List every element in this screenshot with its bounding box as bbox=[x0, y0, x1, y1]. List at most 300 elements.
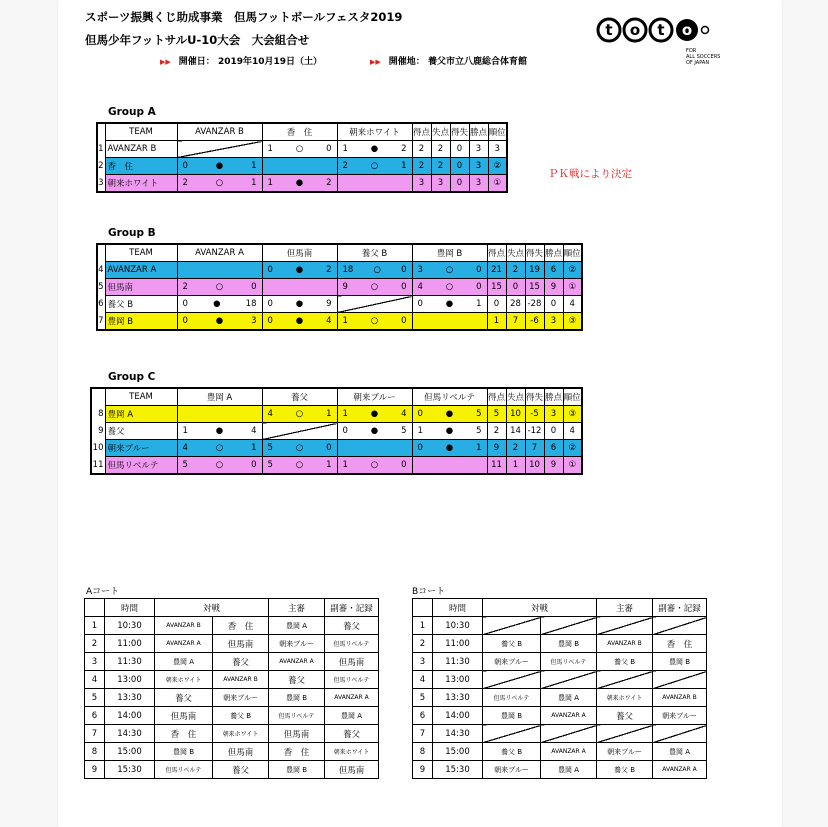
schedule-row bbox=[413, 707, 707, 725]
result-mark: ○ bbox=[215, 460, 224, 470]
goals-against: 3 bbox=[251, 316, 257, 326]
match-result bbox=[177, 423, 262, 440]
self-match-cell bbox=[262, 423, 337, 440]
result-mark: ● bbox=[213, 299, 221, 309]
court-b-table bbox=[412, 598, 707, 779]
goals-against: 1 bbox=[326, 409, 332, 419]
match-result bbox=[262, 457, 337, 475]
stat-value: 2 bbox=[431, 141, 450, 158]
match-result bbox=[337, 141, 412, 158]
stat-header: 得失 bbox=[525, 388, 544, 406]
result-mark: ○ bbox=[370, 282, 379, 292]
result-mark: ● bbox=[295, 299, 304, 309]
match-time: 13:00 bbox=[105, 671, 155, 689]
team-header: TEAM bbox=[105, 244, 177, 262]
self-match-cell bbox=[337, 175, 412, 193]
blank-cell bbox=[97, 244, 105, 262]
logo-letter: o bbox=[681, 21, 693, 39]
away-team: 養父 B bbox=[213, 707, 269, 725]
score-line bbox=[338, 161, 412, 171]
goals-against: 18 bbox=[245, 299, 257, 309]
opponent-header: 朝来ホワイト bbox=[337, 123, 412, 141]
score-line bbox=[178, 460, 262, 470]
match-result bbox=[337, 313, 412, 331]
home-team: 香 住 bbox=[155, 725, 213, 743]
empty-slot bbox=[653, 671, 707, 689]
self-match-cell bbox=[412, 313, 487, 331]
match-result bbox=[412, 262, 487, 279]
match-result bbox=[337, 158, 412, 175]
team-name: 但馬南 bbox=[105, 279, 177, 296]
goals-against: 0 bbox=[401, 265, 407, 275]
goals-for: 3 bbox=[417, 265, 423, 275]
goals-for: 0 bbox=[182, 316, 188, 326]
match-time: 13:00 bbox=[433, 671, 483, 689]
result-mark: ● bbox=[445, 299, 454, 309]
score-line bbox=[338, 144, 412, 154]
referee-team: AVANZAR A bbox=[269, 653, 325, 671]
stat-value: 15 bbox=[487, 279, 506, 296]
team-name: 香 住 bbox=[105, 158, 177, 175]
referee-team: 但馬リベルテ bbox=[269, 707, 325, 725]
event-venue bbox=[370, 54, 527, 67]
assist-team: AVANZAR A bbox=[325, 689, 379, 707]
result-mark: ○ bbox=[370, 316, 379, 326]
score-line bbox=[178, 316, 262, 326]
goals-for: 1 bbox=[342, 460, 348, 470]
court-header-row bbox=[85, 599, 379, 617]
group-header-row bbox=[97, 244, 582, 262]
referee-team: 養父 B bbox=[597, 653, 653, 671]
away-team: 但馬南 bbox=[213, 635, 269, 653]
team-name: 豊岡 A bbox=[105, 406, 177, 423]
blank-cell bbox=[413, 599, 433, 617]
goals-against: 0 bbox=[326, 443, 332, 453]
stat-value: 0 bbox=[450, 158, 469, 175]
goals-against: 5 bbox=[476, 409, 482, 419]
stat-value: 28 bbox=[506, 296, 525, 313]
match-result bbox=[262, 406, 337, 423]
match-number: 2 bbox=[413, 635, 433, 653]
goals-for: 0 bbox=[267, 299, 273, 309]
goals-for: 0 bbox=[267, 265, 273, 275]
logo-letter: t bbox=[605, 21, 613, 39]
arrow-icon: ▶▶ bbox=[160, 58, 171, 66]
stat-header: 失点 bbox=[431, 123, 450, 141]
opponent-header: 豊岡 A bbox=[177, 388, 262, 406]
empty-slot bbox=[653, 725, 707, 743]
team-number: 2 bbox=[97, 158, 105, 175]
opponent-header: 但馬リベルテ bbox=[412, 388, 487, 406]
goals-against: 1 bbox=[251, 443, 257, 453]
away-team: 但馬南 bbox=[213, 743, 269, 761]
score-line bbox=[178, 161, 262, 171]
team-header: TEAM bbox=[105, 123, 177, 141]
schedule-row bbox=[85, 653, 379, 671]
stat-value: 19 bbox=[525, 262, 544, 279]
assist-team: 豊岡 B bbox=[653, 653, 707, 671]
goals-against: 0 bbox=[476, 282, 482, 292]
match-result bbox=[412, 423, 487, 440]
team-row bbox=[97, 175, 507, 193]
opponent-header: 但馬南 bbox=[262, 244, 337, 262]
goals-for: 4 bbox=[417, 282, 423, 292]
goals-for: 0 bbox=[342, 426, 348, 436]
home-team: 但馬リベルテ bbox=[483, 689, 541, 707]
assist-team: 豊岡 A bbox=[325, 707, 379, 725]
team-header: TEAM bbox=[105, 388, 177, 406]
match-result bbox=[177, 296, 262, 313]
event-date bbox=[160, 54, 322, 67]
self-match-cell bbox=[262, 279, 337, 296]
assist-team: 朝来ブルー bbox=[653, 707, 707, 725]
stat-value: 11 bbox=[487, 457, 506, 475]
stat-value: 0 bbox=[450, 141, 469, 158]
match-result bbox=[177, 457, 262, 475]
team-name: 朝来ホワイト bbox=[105, 175, 177, 193]
goals-for: 1 bbox=[342, 316, 348, 326]
match-number: 2 bbox=[85, 635, 105, 653]
match-time: 14:30 bbox=[105, 725, 155, 743]
goals-for: 2 bbox=[182, 178, 188, 188]
team-number: 5 bbox=[97, 279, 105, 296]
stat-value: ③ bbox=[563, 406, 582, 423]
schedule-row bbox=[85, 707, 379, 725]
team-name: AVANZAR A bbox=[105, 262, 177, 279]
arrow-icon: ▶▶ bbox=[370, 58, 381, 66]
match-header: 対戦 bbox=[155, 599, 269, 617]
team-number: 3 bbox=[97, 175, 105, 193]
referee-team: AVANZAR B bbox=[597, 635, 653, 653]
assist-team: 但馬南 bbox=[325, 653, 379, 671]
goals-against: 0 bbox=[401, 282, 407, 292]
stat-value: -6 bbox=[525, 313, 544, 331]
empty-slot bbox=[597, 725, 653, 743]
result-mark: ● bbox=[445, 443, 454, 453]
result-mark: ○ bbox=[215, 443, 224, 453]
team-number: 7 bbox=[97, 313, 105, 331]
stat-value: 0 bbox=[487, 296, 506, 313]
court-a-title: Aコート bbox=[86, 587, 120, 597]
group-b-title: Group B bbox=[108, 227, 156, 239]
goals-against: 4 bbox=[401, 409, 407, 419]
stat-value: 2 bbox=[412, 141, 431, 158]
schedule-row bbox=[85, 617, 379, 635]
result-mark: ● bbox=[295, 316, 304, 326]
stat-header: 順位 bbox=[563, 244, 582, 262]
goals-against: 0 bbox=[401, 460, 407, 470]
time-header: 時間 bbox=[105, 599, 155, 617]
referee-team: 但馬南 bbox=[269, 725, 325, 743]
match-time: 14:00 bbox=[105, 707, 155, 725]
goals-against: 0 bbox=[401, 316, 407, 326]
score-line bbox=[178, 299, 262, 309]
team-row bbox=[91, 406, 582, 423]
match-number: 5 bbox=[85, 689, 105, 707]
match-result bbox=[337, 423, 412, 440]
stat-value: 3 bbox=[544, 406, 563, 423]
document-title: スポーツ振興くじ助成事業 但馬フットボールフェスタ2019 bbox=[85, 10, 403, 24]
stat-value: 1 bbox=[487, 313, 506, 331]
stat-header: 勝点 bbox=[469, 123, 488, 141]
match-result bbox=[412, 440, 487, 457]
group-header-row bbox=[97, 123, 507, 141]
empty-slot bbox=[483, 671, 541, 689]
referee-team: 養父 bbox=[269, 671, 325, 689]
stat-value: 9 bbox=[544, 279, 563, 296]
goals-for: 0 bbox=[417, 443, 423, 453]
goals-against: 1 bbox=[401, 161, 407, 171]
match-time: 14:30 bbox=[433, 725, 483, 743]
stat-value: 2 bbox=[431, 158, 450, 175]
stat-header: 得点 bbox=[487, 388, 506, 406]
match-result bbox=[177, 313, 262, 331]
match-result bbox=[412, 406, 487, 423]
result-mark: ○ bbox=[215, 282, 224, 292]
assist-team: 但馬南 bbox=[325, 761, 379, 779]
match-time: 11:00 bbox=[433, 635, 483, 653]
match-number: 5 bbox=[413, 689, 433, 707]
referee-team: 朝来ホワイト bbox=[597, 689, 653, 707]
result-mark: ● bbox=[295, 265, 304, 275]
empty-slot bbox=[483, 617, 541, 635]
home-team: 但馬南 bbox=[155, 707, 213, 725]
empty-slot bbox=[597, 671, 653, 689]
assist-team: 養父 bbox=[325, 617, 379, 635]
result-mark: ● bbox=[445, 426, 454, 436]
schedule-row bbox=[85, 671, 379, 689]
stat-header: 得失 bbox=[525, 244, 544, 262]
home-team: 但馬リベルテ bbox=[155, 761, 213, 779]
schedule-row bbox=[413, 617, 707, 635]
away-team: 豊岡 B bbox=[541, 635, 597, 653]
group-b-table bbox=[96, 243, 583, 331]
stat-header: 得点 bbox=[412, 123, 431, 141]
away-team: AVANZAR B bbox=[213, 671, 269, 689]
goals-against: 2 bbox=[401, 144, 407, 154]
referee-team: 朝来ブルー bbox=[269, 635, 325, 653]
stat-value: ① bbox=[563, 457, 582, 475]
goals-for: 5 bbox=[182, 460, 188, 470]
score-line bbox=[413, 443, 487, 453]
away-team: 香 住 bbox=[213, 617, 269, 635]
stat-value: 3 bbox=[488, 141, 507, 158]
match-number: 1 bbox=[85, 617, 105, 635]
team-name: AVANZAR B bbox=[105, 141, 177, 158]
result-mark: ● bbox=[370, 144, 379, 154]
team-number: 4 bbox=[97, 262, 105, 279]
result-mark: ○ bbox=[215, 178, 224, 188]
schedule-row bbox=[413, 635, 707, 653]
match-result bbox=[262, 440, 337, 457]
schedule-row bbox=[85, 761, 379, 779]
goals-against: 2 bbox=[326, 178, 332, 188]
goals-for: 0 bbox=[417, 409, 423, 419]
assist-team: 但馬リベルテ bbox=[325, 635, 379, 653]
match-time: 14:00 bbox=[433, 707, 483, 725]
match-time: 11:30 bbox=[105, 653, 155, 671]
schedule-row bbox=[413, 761, 707, 779]
match-result bbox=[337, 457, 412, 475]
score-line bbox=[178, 178, 262, 188]
document-subtitle: 但馬少年フットサルU-10大会 大会組合せ bbox=[85, 33, 310, 47]
match-number: 3 bbox=[85, 653, 105, 671]
stat-value: 21 bbox=[487, 262, 506, 279]
team-row bbox=[97, 279, 582, 296]
group-c-table bbox=[90, 387, 583, 475]
stat-value: 0 bbox=[544, 296, 563, 313]
match-time: 15:30 bbox=[105, 761, 155, 779]
home-team: 朝来ブルー bbox=[483, 761, 541, 779]
goals-against: 0 bbox=[476, 265, 482, 275]
team-number: 9 bbox=[91, 423, 105, 440]
team-name: 朝来ブルー bbox=[105, 440, 177, 457]
team-row bbox=[91, 457, 582, 475]
stat-header: 勝点 bbox=[544, 388, 563, 406]
self-match-cell bbox=[412, 457, 487, 475]
team-name: 養父 B bbox=[105, 296, 177, 313]
score-line bbox=[413, 282, 487, 292]
home-team: 養父 B bbox=[483, 635, 541, 653]
goals-for: 2 bbox=[342, 161, 348, 171]
stat-value: 15 bbox=[525, 279, 544, 296]
stat-value: ③ bbox=[563, 313, 582, 331]
result-mark: ○ bbox=[370, 161, 379, 171]
group-a-table bbox=[96, 122, 508, 193]
referee-team: 朝来ブルー bbox=[597, 743, 653, 761]
self-match-cell bbox=[177, 141, 262, 158]
opponent-header: AVANZAR B bbox=[177, 123, 262, 141]
stat-value: 6 bbox=[544, 262, 563, 279]
self-match-cell bbox=[337, 440, 412, 457]
match-number: 3 bbox=[413, 653, 433, 671]
match-result bbox=[337, 406, 412, 423]
stat-value: ② bbox=[563, 440, 582, 457]
match-result bbox=[337, 279, 412, 296]
match-time: 15:30 bbox=[433, 761, 483, 779]
assist-header: 副審・記録 bbox=[653, 599, 707, 617]
goals-for: 0 bbox=[267, 316, 273, 326]
result-mark: ○ bbox=[445, 282, 454, 292]
goals-for: 0 bbox=[182, 161, 188, 171]
opponent-header: 養父 B bbox=[337, 244, 412, 262]
away-team: 豊岡 A bbox=[541, 761, 597, 779]
result-mark: ● bbox=[370, 426, 379, 436]
team-row bbox=[97, 262, 582, 279]
score-line bbox=[338, 426, 412, 436]
empty-slot bbox=[653, 617, 707, 635]
stat-value: 3 bbox=[412, 175, 431, 193]
team-row bbox=[91, 440, 582, 457]
goals-for: 1 bbox=[267, 178, 273, 188]
score-line bbox=[413, 265, 487, 275]
match-result bbox=[412, 279, 487, 296]
goals-for: 1 bbox=[417, 426, 423, 436]
stat-value: 9 bbox=[544, 457, 563, 475]
home-team: 豊岡 A bbox=[155, 653, 213, 671]
team-row bbox=[97, 313, 582, 331]
group-c-title: Group C bbox=[108, 371, 156, 383]
result-mark: ○ bbox=[373, 265, 381, 275]
match-number: 7 bbox=[85, 725, 105, 743]
home-team: 養父 bbox=[155, 689, 213, 707]
goals-for: 5 bbox=[267, 460, 273, 470]
stat-value: 7 bbox=[525, 440, 544, 457]
pk-note: ＰＫ戦により決定 bbox=[548, 168, 632, 180]
result-mark: ● bbox=[370, 409, 379, 419]
score-line bbox=[413, 426, 487, 436]
result-mark: ● bbox=[215, 316, 224, 326]
logo-tagline: ALL SOCCERS bbox=[686, 54, 720, 60]
home-team: 豊岡 B bbox=[483, 707, 541, 725]
stat-value: 10 bbox=[506, 406, 525, 423]
away-team: 養父 bbox=[213, 653, 269, 671]
assist-header: 副審・記録 bbox=[325, 599, 379, 617]
goals-against: 1 bbox=[251, 178, 257, 188]
stat-value: 6 bbox=[544, 440, 563, 457]
team-number: 10 bbox=[91, 440, 105, 457]
group-a-title: Group A bbox=[108, 106, 156, 118]
score-line bbox=[263, 316, 337, 326]
match-number: 9 bbox=[85, 761, 105, 779]
venue-value: 養父市立八鹿総合体育館 bbox=[427, 57, 527, 67]
assist-team: 朝来ホワイト bbox=[325, 743, 379, 761]
stat-value: -12 bbox=[525, 423, 544, 440]
opponent-header: AVANZAR A bbox=[177, 244, 262, 262]
score-line bbox=[178, 443, 262, 453]
match-result bbox=[177, 440, 262, 457]
goals-for: 18 bbox=[342, 265, 354, 275]
schedule-row bbox=[413, 725, 707, 743]
court-a-table bbox=[84, 598, 379, 779]
goals-for: 2 bbox=[182, 282, 188, 292]
stat-value: -28 bbox=[525, 296, 544, 313]
match-result bbox=[262, 141, 337, 158]
stat-header: 失点 bbox=[506, 388, 525, 406]
goals-against: 5 bbox=[401, 426, 407, 436]
home-team: 朝来ホワイト bbox=[155, 671, 213, 689]
away-team: 但馬リベルテ bbox=[541, 653, 597, 671]
match-time: 15:00 bbox=[433, 743, 483, 761]
stat-value: 4 bbox=[563, 423, 582, 440]
assist-team: AVANZAR A bbox=[653, 761, 707, 779]
goals-against: 1 bbox=[476, 299, 482, 309]
assist-team: 豊岡 A bbox=[653, 743, 707, 761]
stat-value: 10 bbox=[525, 457, 544, 475]
team-row bbox=[91, 423, 582, 440]
goals-for: 1 bbox=[182, 426, 188, 436]
date-value: 2019年10月19日（土） bbox=[217, 57, 323, 67]
goals-for: 5 bbox=[267, 443, 273, 453]
team-row bbox=[97, 296, 582, 313]
stat-value: ② bbox=[563, 262, 582, 279]
score-line bbox=[263, 409, 337, 419]
stat-value: 9 bbox=[487, 440, 506, 457]
empty-slot bbox=[541, 725, 597, 743]
court-b-title: Bコート bbox=[412, 587, 446, 597]
score-line bbox=[338, 316, 412, 326]
goals-against: 9 bbox=[326, 299, 332, 309]
blank-cell bbox=[91, 388, 105, 406]
goals-against: 0 bbox=[326, 144, 332, 154]
logo-tagline: OF JAPAN bbox=[686, 60, 710, 66]
result-mark: ○ bbox=[295, 443, 304, 453]
opponent-header: 養父 bbox=[262, 388, 337, 406]
team-number: 11 bbox=[91, 457, 105, 475]
home-team: 豊岡 B bbox=[155, 743, 213, 761]
schedule-row bbox=[85, 743, 379, 761]
match-result bbox=[177, 158, 262, 175]
